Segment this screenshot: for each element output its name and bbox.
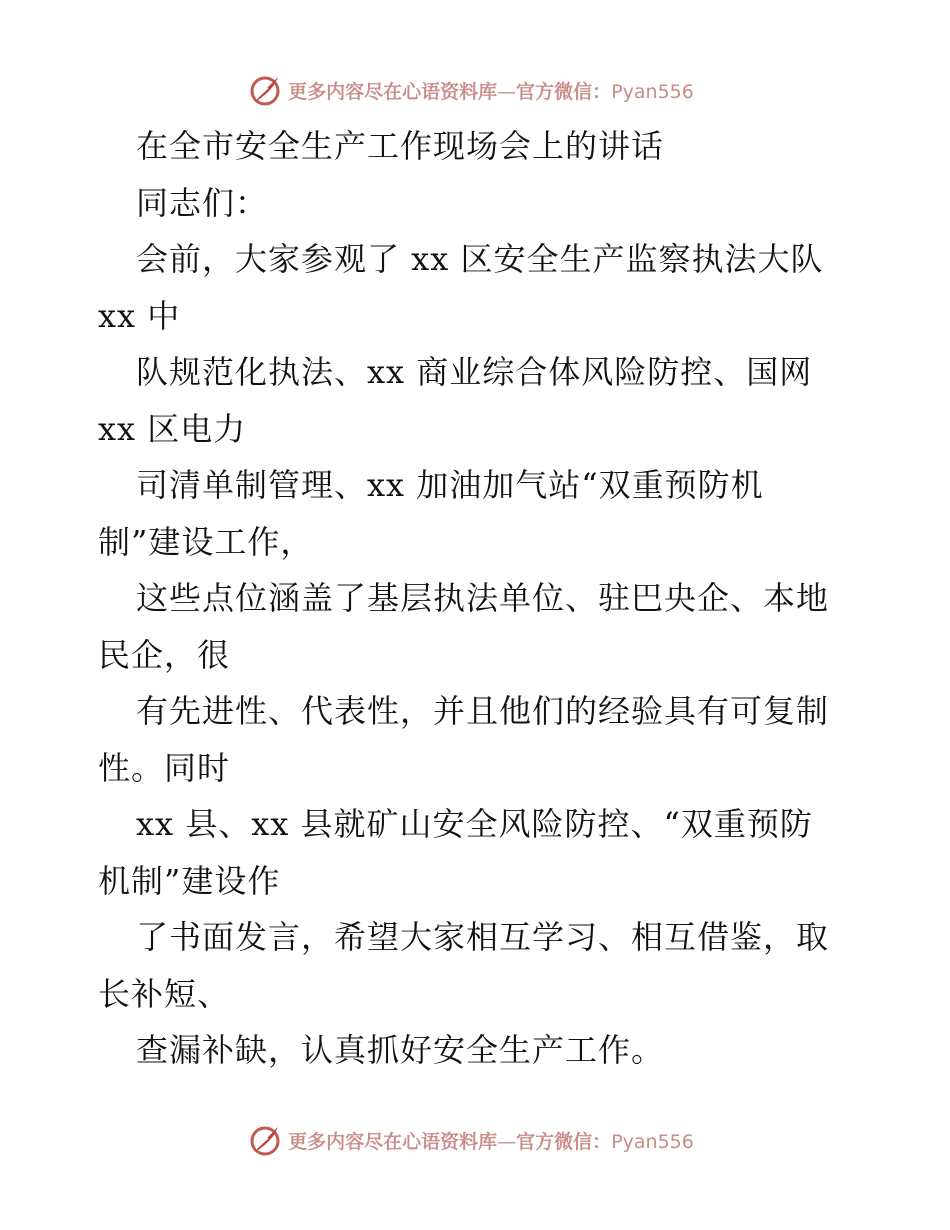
document-line: 会前，大家参观了 xx 区安全生产监察执法大队 <box>136 240 824 278</box>
document-line: 在全市安全生产工作现场会上的讲话 <box>136 127 665 165</box>
document-line: xx 区电力 <box>98 409 247 448</box>
watermark-brand: 更多内容尽在心语资料库 <box>288 1130 498 1153</box>
document-line: 长补短、 <box>98 974 231 1013</box>
quill-logo-icon <box>248 1123 282 1157</box>
document-line: xx 中 <box>98 296 181 335</box>
watermark-brand: 更多内容尽在心语资料库 <box>288 80 498 103</box>
watermark-wechat-label: 官方微信： <box>516 80 612 103</box>
header-watermark-content <box>248 73 694 107</box>
footer-watermark-content <box>248 1123 694 1157</box>
document-line: 同志们： <box>136 183 269 222</box>
watermark-wechat-label: 官方微信： <box>516 1130 612 1153</box>
document-line: xx 县、xx 县就矿山安全风险防控、“双重预防 <box>136 805 813 843</box>
document-line: 这些点位涵盖了基层执法单位、驻巴央企、本地 <box>136 579 830 617</box>
document-line: 机制”建设作 <box>98 861 281 900</box>
header-watermark <box>0 70 950 110</box>
watermark-separator: — <box>497 80 517 103</box>
watermark-wechat-id: Pyan556 <box>611 80 694 103</box>
document-line: 司清单制管理、xx 加油加气站“双重预防机 <box>136 466 764 504</box>
document-line: 查漏补缺，认真抓好安全生产工作。 <box>136 1031 665 1069</box>
footer-watermark <box>0 1120 950 1160</box>
document-line: 制”建设工作， <box>98 522 314 561</box>
document-line: 了书面发言，希望大家相互学习、相互借鉴，取 <box>136 918 830 956</box>
watermark-text <box>288 1127 694 1154</box>
watermark-text <box>288 77 694 104</box>
document-line: 有先进性、代表性，并且他们的经验具有可复制 <box>136 692 830 730</box>
document-line: 队规范化执法、xx 商业综合体风险防控、国网 <box>136 353 813 391</box>
document-line: 性。同时 <box>98 748 231 787</box>
watermark-separator: — <box>497 1130 517 1153</box>
watermark-wechat-id: Pyan556 <box>611 1130 694 1153</box>
document-body <box>98 118 858 1079</box>
document-line: 民企，很 <box>98 635 231 674</box>
quill-logo-icon <box>248 73 282 107</box>
